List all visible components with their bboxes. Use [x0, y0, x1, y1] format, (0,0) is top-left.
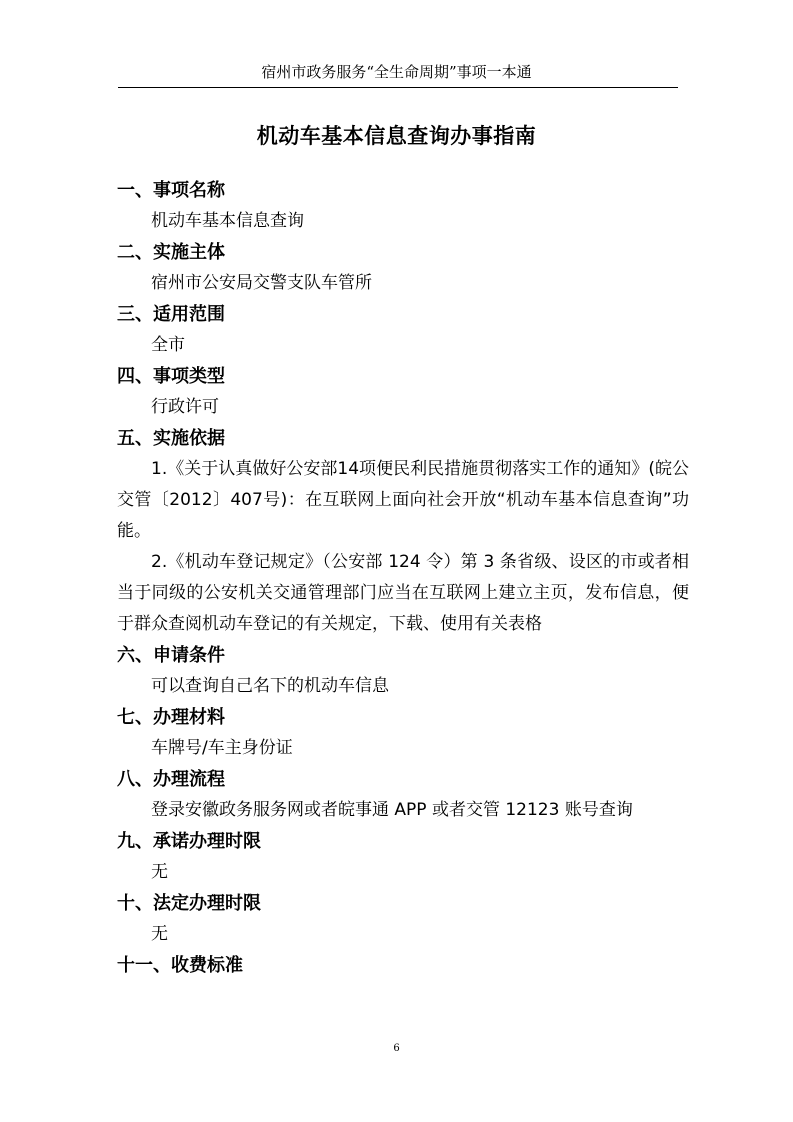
section-paragraph: 1.《关于认真做好公安部14项便民利民措施贯彻落实工作的通知》(皖公交管〔2012〕407号)：在互联网上面向社会开放“机动车基本信息查询”功能。 — [117, 459, 689, 541]
section-heading: 十一、收费标准 — [117, 955, 243, 976]
section-heading: 十、法定办理时限 — [117, 893, 261, 914]
section-text: 无 — [151, 862, 168, 882]
section-text: 可以查询自己名下的机动车信息 — [151, 676, 389, 696]
header-rule — [118, 87, 678, 88]
section-item-type — [117, 361, 689, 423]
section-heading: 六、申请条件 — [117, 645, 225, 666]
section-heading: 一、事项名称 — [117, 180, 225, 201]
section-heading: 三、适用范围 — [117, 304, 225, 325]
section-item-name — [117, 175, 689, 237]
section-heading: 五、实施依据 — [117, 428, 225, 449]
section-text: 行政许可 — [151, 397, 219, 417]
document-title: 机动车基本信息查询办事指南 — [256, 124, 537, 148]
page-header: 宿州市政务服务“全生命周期”事项一本通 — [261, 63, 532, 81]
section-materials — [117, 702, 689, 764]
section-heading: 二、实施主体 — [117, 242, 225, 263]
section-promised-time-limit — [117, 826, 689, 888]
section-text: 车牌号/车主身份证 — [151, 738, 293, 758]
section-text: 登录安徽政务服务网或者皖事通 APP 或者交管 12123 账号查询 — [151, 800, 633, 820]
section-legal-basis — [117, 423, 689, 640]
section-process — [117, 764, 689, 826]
section-scope — [117, 299, 689, 361]
section-application-conditions — [117, 640, 689, 702]
section-legal-time-limit — [117, 888, 689, 950]
section-text: 全市 — [151, 335, 185, 355]
section-text: 无 — [151, 924, 168, 944]
page-number: 6 — [393, 1043, 400, 1054]
section-heading: 九、承诺办理时限 — [117, 831, 261, 852]
section-heading: 八、办理流程 — [117, 769, 225, 790]
section-text: 宿州市公安局交警支队车管所 — [151, 273, 372, 293]
section-paragraph: 2.《机动车登记规定》（公安部 124 令）第 3 条省级、设区的市或者相当于同级的公安机关交通管理部门应当在互联网上建立主页，发布信息，便于群众查阅机动车登记的有关规定，下载、使用有关表格 — [117, 552, 689, 634]
section-text: 机动车基本信息查询 — [151, 211, 304, 231]
section-heading: 七、办理材料 — [117, 707, 225, 728]
section-fee-standard — [117, 950, 689, 981]
section-heading: 四、事项类型 — [117, 366, 225, 387]
guide-content — [117, 175, 689, 981]
section-implementing-body — [117, 237, 689, 299]
